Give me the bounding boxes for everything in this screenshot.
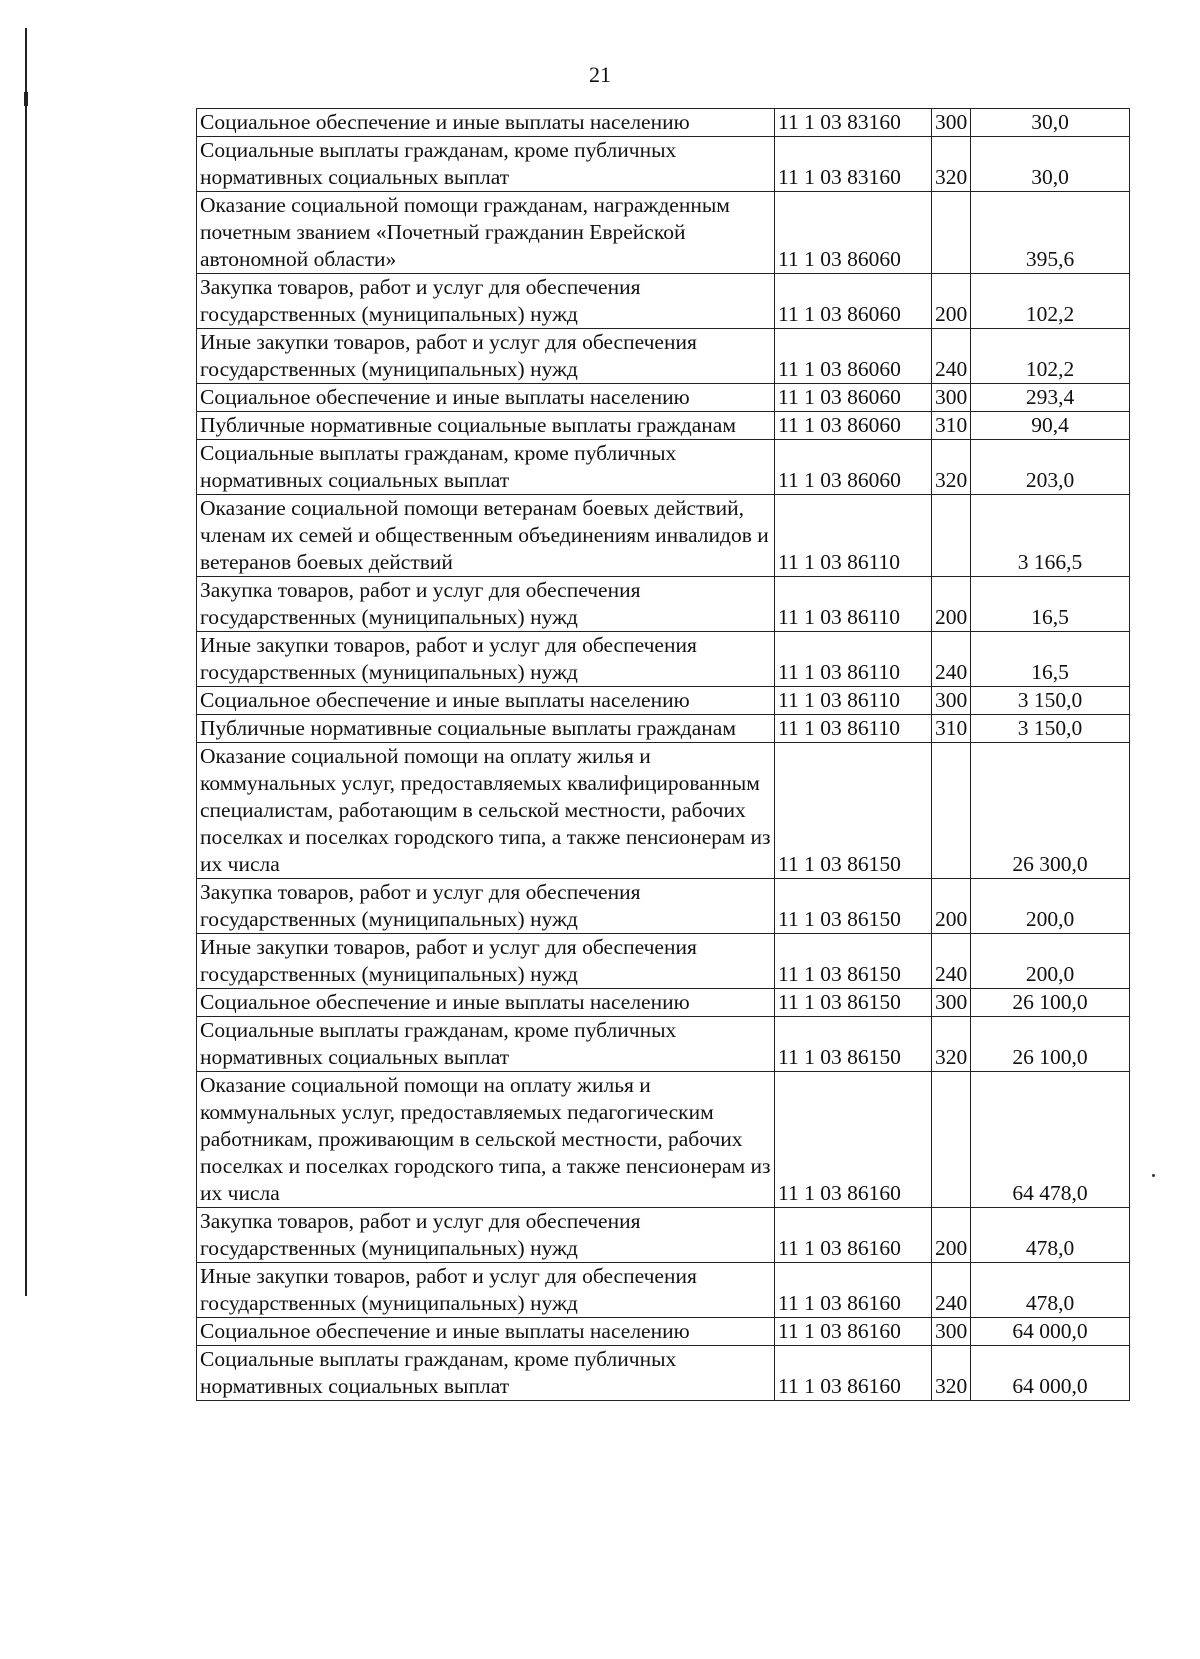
row-expense-type-cell: 240: [932, 329, 971, 384]
row-code-cell: 11 1 03 86150: [775, 879, 932, 934]
row-name-cell: Оказание социальной помощи гражданам, награжденным почетным званием «Почетный гражданин Еврейской автономной области»: [197, 192, 775, 274]
row-expense-type-cell: 320: [932, 1017, 971, 1072]
row-expense-type-cell: 320: [932, 1346, 971, 1401]
row-name-cell: Закупка товаров, работ и услуг для обеспечения государственных (муниципальных) нужд: [197, 1208, 775, 1263]
row-expense-type-cell: 200: [932, 879, 971, 934]
row-name-cell: Социальное обеспечение и иные выплаты населению: [197, 687, 775, 715]
row-amount-cell: 30,0: [971, 137, 1130, 192]
table-row: [197, 440, 1130, 495]
table-row: [197, 1263, 1130, 1318]
row-expense-type-cell: [932, 495, 971, 577]
row-amount-cell: 102,2: [971, 329, 1130, 384]
row-amount-cell: 478,0: [971, 1263, 1130, 1318]
row-name-cell: Социальные выплаты гражданам, кроме публичных нормативных социальных выплат: [197, 1346, 775, 1401]
table-row: [197, 934, 1130, 989]
table-row: [197, 1208, 1130, 1263]
row-code-cell: 11 1 03 86150: [775, 743, 932, 879]
row-amount-cell: 3 150,0: [971, 687, 1130, 715]
row-code-cell: 11 1 03 86060: [775, 274, 932, 329]
row-expense-type-cell: 310: [932, 715, 971, 743]
row-code-cell: 11 1 03 86060: [775, 440, 932, 495]
row-code-cell: 11 1 03 86060: [775, 329, 932, 384]
table-row: [197, 495, 1130, 577]
row-amount-cell: 64 000,0: [971, 1346, 1130, 1401]
row-name-cell: Иные закупки товаров, работ и услуг для обеспечения государственных (муниципальных) нужд: [197, 1263, 775, 1318]
row-code-cell: 11 1 03 86110: [775, 495, 932, 577]
table-row: [197, 989, 1130, 1017]
row-name-cell: Социальное обеспечение и иные выплаты населению: [197, 989, 775, 1017]
row-amount-cell: 26 300,0: [971, 743, 1130, 879]
row-name-cell: Закупка товаров, работ и услуг для обеспечения государственных (муниципальных) нужд: [197, 879, 775, 934]
row-name-cell: Оказание социальной помощи на оплату жилья и коммунальных услуг, предоставляемых педагогическим работникам, проживающим в сельской местности, рабочих поселках и поселках городского типа, а также пенсионерам из их числа: [197, 1072, 775, 1208]
row-code-cell: 11 1 03 86110: [775, 715, 932, 743]
row-code-cell: 11 1 03 83160: [775, 137, 932, 192]
table-row: [197, 1318, 1130, 1346]
table-row: [197, 329, 1130, 384]
row-amount-cell: 3 150,0: [971, 715, 1130, 743]
row-name-cell: Социальные выплаты гражданам, кроме публичных нормативных социальных выплат: [197, 440, 775, 495]
row-code-cell: 11 1 03 86060: [775, 412, 932, 440]
table-row: [197, 412, 1130, 440]
row-name-cell: Оказание социальной помощи на оплату жилья и коммунальных услуг, предоставляемых квалифицированным специалистам, работающим в сельской местности, рабочих поселках и поселках городского типа, а также пенсионерам из их числа: [197, 743, 775, 879]
row-amount-cell: 293,4: [971, 384, 1130, 412]
row-expense-type-cell: [932, 743, 971, 879]
scan-speck: [1152, 1174, 1155, 1177]
row-amount-cell: 395,6: [971, 192, 1130, 274]
table-row: [197, 687, 1130, 715]
row-expense-type-cell: [932, 192, 971, 274]
row-amount-cell: 200,0: [971, 879, 1130, 934]
scan-margin-tick: [24, 92, 28, 106]
row-code-cell: 11 1 03 86060: [775, 384, 932, 412]
row-code-cell: 11 1 03 86110: [775, 577, 932, 632]
row-amount-cell: 3 166,5: [971, 495, 1130, 577]
row-code-cell: 11 1 03 86160: [775, 1318, 932, 1346]
table-row: [197, 879, 1130, 934]
row-code-cell: 11 1 03 83160: [775, 109, 932, 137]
row-expense-type-cell: 300: [932, 687, 971, 715]
row-name-cell: Закупка товаров, работ и услуг для обеспечения государственных (муниципальных) нужд: [197, 577, 775, 632]
row-expense-type-cell: 300: [932, 384, 971, 412]
row-expense-type-cell: 320: [932, 137, 971, 192]
table-row: [197, 384, 1130, 412]
scan-margin-line: [25, 28, 27, 1296]
row-code-cell: 11 1 03 86150: [775, 989, 932, 1017]
row-name-cell: Иные закупки товаров, работ и услуг для обеспечения государственных (муниципальных) нужд: [197, 934, 775, 989]
row-expense-type-cell: [932, 1072, 971, 1208]
row-expense-type-cell: 300: [932, 1318, 971, 1346]
row-amount-cell: 90,4: [971, 412, 1130, 440]
row-amount-cell: 30,0: [971, 109, 1130, 137]
row-amount-cell: 16,5: [971, 632, 1130, 687]
row-expense-type-cell: 200: [932, 274, 971, 329]
page-number: 21: [589, 62, 611, 87]
table-row: [197, 1346, 1130, 1401]
row-code-cell: 11 1 03 86150: [775, 934, 932, 989]
row-name-cell: Социальное обеспечение и иные выплаты населению: [197, 109, 775, 137]
row-expense-type-cell: 200: [932, 577, 971, 632]
row-amount-cell: 64 000,0: [971, 1318, 1130, 1346]
table-row: [197, 109, 1130, 137]
budget-table: [196, 108, 1130, 1401]
row-code-cell: 11 1 03 86110: [775, 687, 932, 715]
row-name-cell: Иные закупки товаров, работ и услуг для обеспечения государственных (муниципальных) нужд: [197, 329, 775, 384]
table-row: [197, 1017, 1130, 1072]
table-row: [197, 192, 1130, 274]
row-code-cell: 11 1 03 86160: [775, 1263, 932, 1318]
row-expense-type-cell: 320: [932, 440, 971, 495]
row-name-cell: Публичные нормативные социальные выплаты гражданам: [197, 412, 775, 440]
row-code-cell: 11 1 03 86150: [775, 1017, 932, 1072]
row-name-cell: Социальное обеспечение и иные выплаты населению: [197, 384, 775, 412]
row-code-cell: 11 1 03 86110: [775, 632, 932, 687]
table-row: [197, 137, 1130, 192]
row-amount-cell: 16,5: [971, 577, 1130, 632]
row-expense-type-cell: 240: [932, 934, 971, 989]
row-code-cell: 11 1 03 86160: [775, 1346, 932, 1401]
row-amount-cell: 102,2: [971, 274, 1130, 329]
row-expense-type-cell: 240: [932, 1263, 971, 1318]
row-name-cell: Закупка товаров, работ и услуг для обеспечения государственных (муниципальных) нужд: [197, 274, 775, 329]
budget-table-body: [197, 109, 1130, 1401]
row-name-cell: Социальные выплаты гражданам, кроме публичных нормативных социальных выплат: [197, 1017, 775, 1072]
row-name-cell: Социальное обеспечение и иные выплаты населению: [197, 1318, 775, 1346]
table-row: [197, 632, 1130, 687]
row-amount-cell: 200,0: [971, 934, 1130, 989]
row-amount-cell: 64 478,0: [971, 1072, 1130, 1208]
row-amount-cell: 26 100,0: [971, 1017, 1130, 1072]
table-row: [197, 577, 1130, 632]
row-name-cell: Оказание социальной помощи ветеранам боевых действий, членам их семей и общественным объединениям инвалидов и ветеранов боевых действий: [197, 495, 775, 577]
row-expense-type-cell: 200: [932, 1208, 971, 1263]
row-name-cell: Публичные нормативные социальные выплаты гражданам: [197, 715, 775, 743]
row-amount-cell: 478,0: [971, 1208, 1130, 1263]
row-expense-type-cell: 240: [932, 632, 971, 687]
row-expense-type-cell: 300: [932, 109, 971, 137]
row-amount-cell: 203,0: [971, 440, 1130, 495]
row-code-cell: 11 1 03 86060: [775, 192, 932, 274]
row-expense-type-cell: 310: [932, 412, 971, 440]
row-name-cell: Социальные выплаты гражданам, кроме публичных нормативных социальных выплат: [197, 137, 775, 192]
table-row: [197, 1072, 1130, 1208]
row-code-cell: 11 1 03 86160: [775, 1072, 932, 1208]
table-row: [197, 274, 1130, 329]
row-name-cell: Иные закупки товаров, работ и услуг для обеспечения государственных (муниципальных) нужд: [197, 632, 775, 687]
row-amount-cell: 26 100,0: [971, 989, 1130, 1017]
table-row: [197, 715, 1130, 743]
row-expense-type-cell: 300: [932, 989, 971, 1017]
table-row: [197, 743, 1130, 879]
row-code-cell: 11 1 03 86160: [775, 1208, 932, 1263]
